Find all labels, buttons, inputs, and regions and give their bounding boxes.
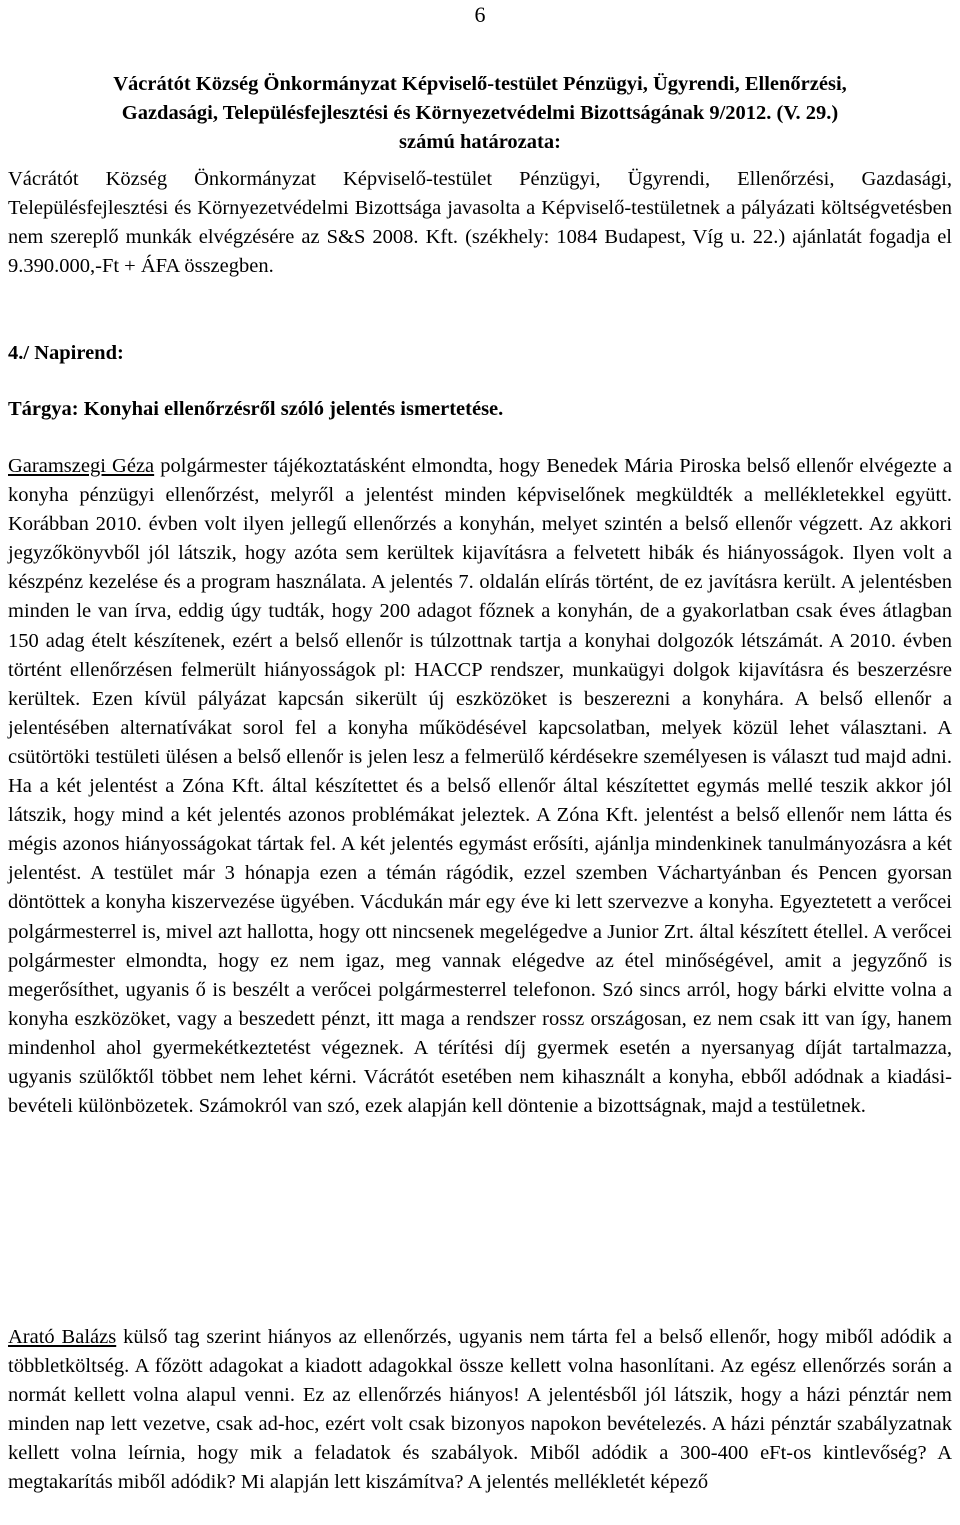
- minutes-paragraph: [8, 1323, 952, 1498]
- page-number: 6: [474, 2, 486, 27]
- paragraph-text: külső tag szerint hiányos az ellenőrzés, ugyanis nem tárta fel a belső ellenőr, hogy miből adódik a többletköltség. A főzött adagokat a kiadott adagokkal össze kellett volna hasonlítani. Az egész ellenőrzés során a normát kellett volna alapul venni. Ez az ellenőrzés hiányos! A jelentésből jól látszik, hogy a házi pénztár nem minden nap lett vezetve, csak ad-hoc, ezért volt csak bizonyos napokon bevételezés. A házi pénztár szabályzatnak kellett volna leírnia, hogy mik a feladatok és szabályok. Miből adódik a 300-400 eFt-os kintlevőség? A megtakarítás miből adódik? Mi alapján lett kiszámítva? A jelentés mellékletét képező: [8, 1326, 952, 1494]
- agenda-subject: Tárgya: Konyhai ellenőrzésről szóló jelentés ismertetése.: [8, 398, 504, 420]
- paragraph-text: polgármester tájékoztatásként elmondta, hogy Benedek Mária Piroska belső ellenőr elvégezte a konyha pénzügyi ellenőrzést, melyről a jelentést minden képviselőnek megküldték a mellékletekkel együtt. Korábban 2010. évben volt ilyen jellegű ellenőrzés a konyhán, melyet szintén a belső ellenőr végzett. Az akkori jegyzőkönyvből jól látszik, hogy azóta sem kerültek kijavításra a felvetett hibák és hiányosságok. Ilyen volt a készpénz kezelése és a program használata. A jelentés 7. oldalán elírás történt, de ez javításra került. A jelentésben minden le van írva, eddig úgy tudták, hogy 200 adagot főznek a konyhán, de a gyakorlatban csak éves átlagban 150 adag ételt készítenek, ezért a belső ellenőr is túlzottnak tartja a konyhai dolgozók létszámát. A 2010. évben történt ellenőrzésen felmerült hiányosságok pl: HACCP rendszer, munkaügyi dolgok kijavításra és beszerzésre kerültek. Ezen kívül pályázat kapcsán sikerült új eszközöket is beszerezni a konyhára. A belső ellenőr a jelentésében alternatívákat sorol fel a konyha működésével kapcsolatban, melyek közül lehet választani. A csütörtöki testületi ülésen a belső ellenőr is jelen lesz a felmerülő kérdésekre személyesen is választ tud majd adni. Ha a két jelentést a Zóna Kft. által készítettet és a belső ellenőr által készítettet egymás mellé teszik akkor jól látszik, hogy mind a két jelentés azonos problémákat jeleztek. A Zóna Kft. jelentést a belső ellenőr nem látta és mégis azonos hiányosságokat tártak fel. A két jelentés egymást erősíti, ajánlja mindenkinek tanulmányozásra a két jelentést. A testület már 3 hónapja ezen a témán rágódik, ezzel szemben Váchartyánban és Pencen gyorsan döntöttek a konyha kiszervezése ügyében. Vácdukán már egy éve ki lett szervezve a konyha. Egyeztetett a verőcei polgármesterrel is, mivel azt hallotta, hogy ott nincsenek megelégedve a Junior Zrt. által készített étellel. A verőcei polgármester elmondta, hogy ez nem igaz, meg vannak elégedve az étel minőségével, amit a jegyzőnő is megerősíthet, ugyanis ő is beszélt a verőcei polgármesterrel telefonon. Szó sincs arról, hogy bárki elvitte volna a konyha eszközöket, vagy a beszedett pénzt, itt maga a rendszer rossz országosan, ez nem csak itt van így, hanem mindenhol ahol gyermekétkeztetést végeznek. A térítési díj gyermek esetén a nyersanyag díját tartalmazza, ugyanis szülőktől többet nem lehet kérni. Vácrátót esetében nem kihasznált a konyha, ebből adódnak a kiadási-bevételi különbözetek. Számokról van szó, ezek alapján kell döntenie a bizottságnak, majd a testületnek.: [8, 455, 952, 1118]
- agenda-number: 4./ Napirend:: [8, 342, 124, 364]
- resolution-title-line: Vácrátót Község Önkormányzat Képviselő-testület Pénzügyi, Ügyrendi, Ellenőrzési,: [113, 73, 847, 95]
- resolution-title-line: Gazdasági, Településfejlesztési és Környezetvédelmi Bizottságának 9/2012. (V. 29.): [121, 102, 839, 124]
- resolution-title-line: számú határozata:: [399, 131, 561, 153]
- minutes-paragraph: [8, 452, 952, 1121]
- speaker-name: Garamszegi Géza: [8, 455, 155, 477]
- speaker-name: Arató Balázs: [8, 1326, 117, 1348]
- resolution-body: Vácrátót Község Önkormányzat Képviselő-testület Pénzügyi, Ügyrendi, Ellenőrzési, Gazdasági, Településfejlesztési és Környezetvédelmi Bizottsága javasolta a Képviselő-testületnek a pályázati költségvetésben nem szereplő munkák elvégzésére az S&S 2008. Kft. (székhely: 1084 Budapest, Víg u. 22.) ajánlatát fogadja el 9.390.000,-Ft + ÁFA összegben.: [8, 168, 952, 278]
- resolution-title: [8, 70, 952, 157]
